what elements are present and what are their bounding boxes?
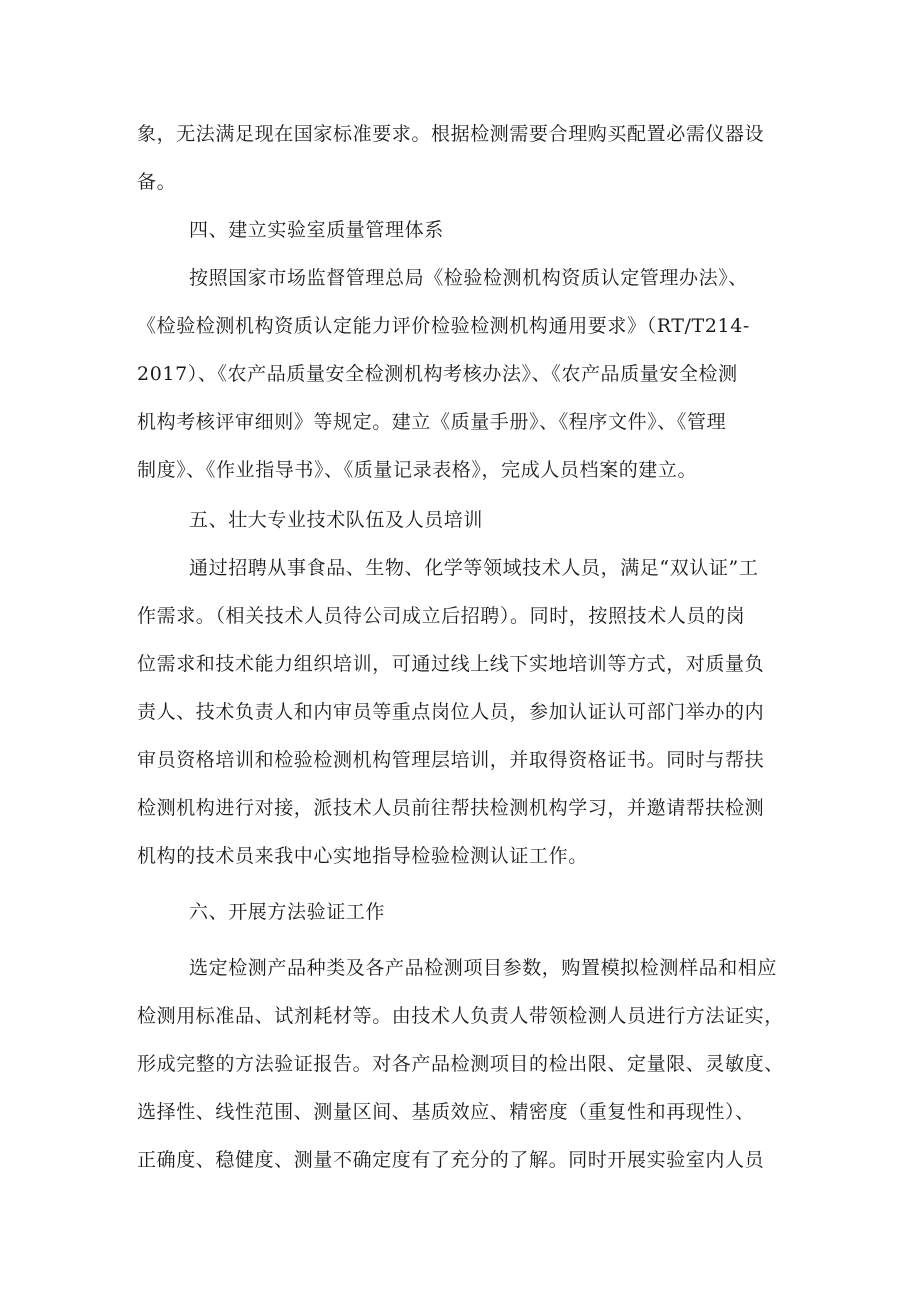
text-line: 通过招聘从事食品、生物、化学等领域技术人员，满足“双认证”工	[189, 557, 759, 579]
section-heading: 六、开展方法验证工作	[189, 901, 386, 923]
text-line: 2017）、《农产品质量安全检测机构考核办法》、《农产品质量安全检测	[137, 363, 738, 385]
text-line: 选择性、线性范围、测量区间、基质效应、精密度（重复性和再现性）、	[137, 1101, 755, 1123]
text-line: 责人、技术负责人和内审员等重点岗位人员，参加认证认可部门举办的内	[137, 701, 765, 723]
text-line: 检测用标准品、试剂耗材等。由技术人负责人带领检测人员进行方法证实，	[137, 1005, 784, 1027]
text-line: 备。	[137, 171, 177, 193]
text-line: 《检验检测机构资质认定能力评价检验检测机构通用要求》（RT/T214-	[137, 315, 750, 337]
section-heading: 四、建立实验室质量管理体系	[189, 219, 444, 241]
text-line: 审员资格培训和检验检测机构管理层培训，并取得资格证书。同时与帮扶	[137, 749, 765, 771]
text-line: 作需求。（相关技术人员待公司成立后招聘）。同时，按照技术人员的岗	[137, 605, 746, 627]
text-line: 制度》、《作业指导书》、《质量记录表格》，完成人员档案的建立。	[137, 459, 698, 481]
text-line: 机构的技术员来我中心实地指导检验检测认证工作。	[137, 845, 588, 867]
section-heading: 五、壮大专业技术队伍及人员培训	[189, 509, 484, 531]
text-line: 象，无法满足现在国家标准要求。根据检测需要合理购买配置必需仪器设	[137, 123, 765, 145]
text-line: 按照国家市场监督管理总局《检验检测机构资质认定管理办法》、	[189, 267, 748, 289]
text-line: 机构考核评审细则》等规定。建立《质量手册》、《程序文件》、《管理	[137, 411, 727, 433]
text-line: 检测机构进行对接，派技术人员前往帮扶检测机构学习，并邀请帮扶检测	[137, 797, 765, 819]
text-line: 形成完整的方法验证报告。对各产品检测项目的检出限、定量限、灵敏度、	[137, 1053, 784, 1075]
text-line: 选定检测产品种类及各产品检测项目参数，购置模拟检测样品和相应	[189, 957, 778, 979]
text-line: 位需求和技术能力组织培训，可通过线上线下实地培训等方式，对质量负	[137, 653, 765, 675]
text-line: 正确度、稳健度、测量不确定度有了充分的了解。同时开展实验室内人员	[137, 1149, 765, 1171]
